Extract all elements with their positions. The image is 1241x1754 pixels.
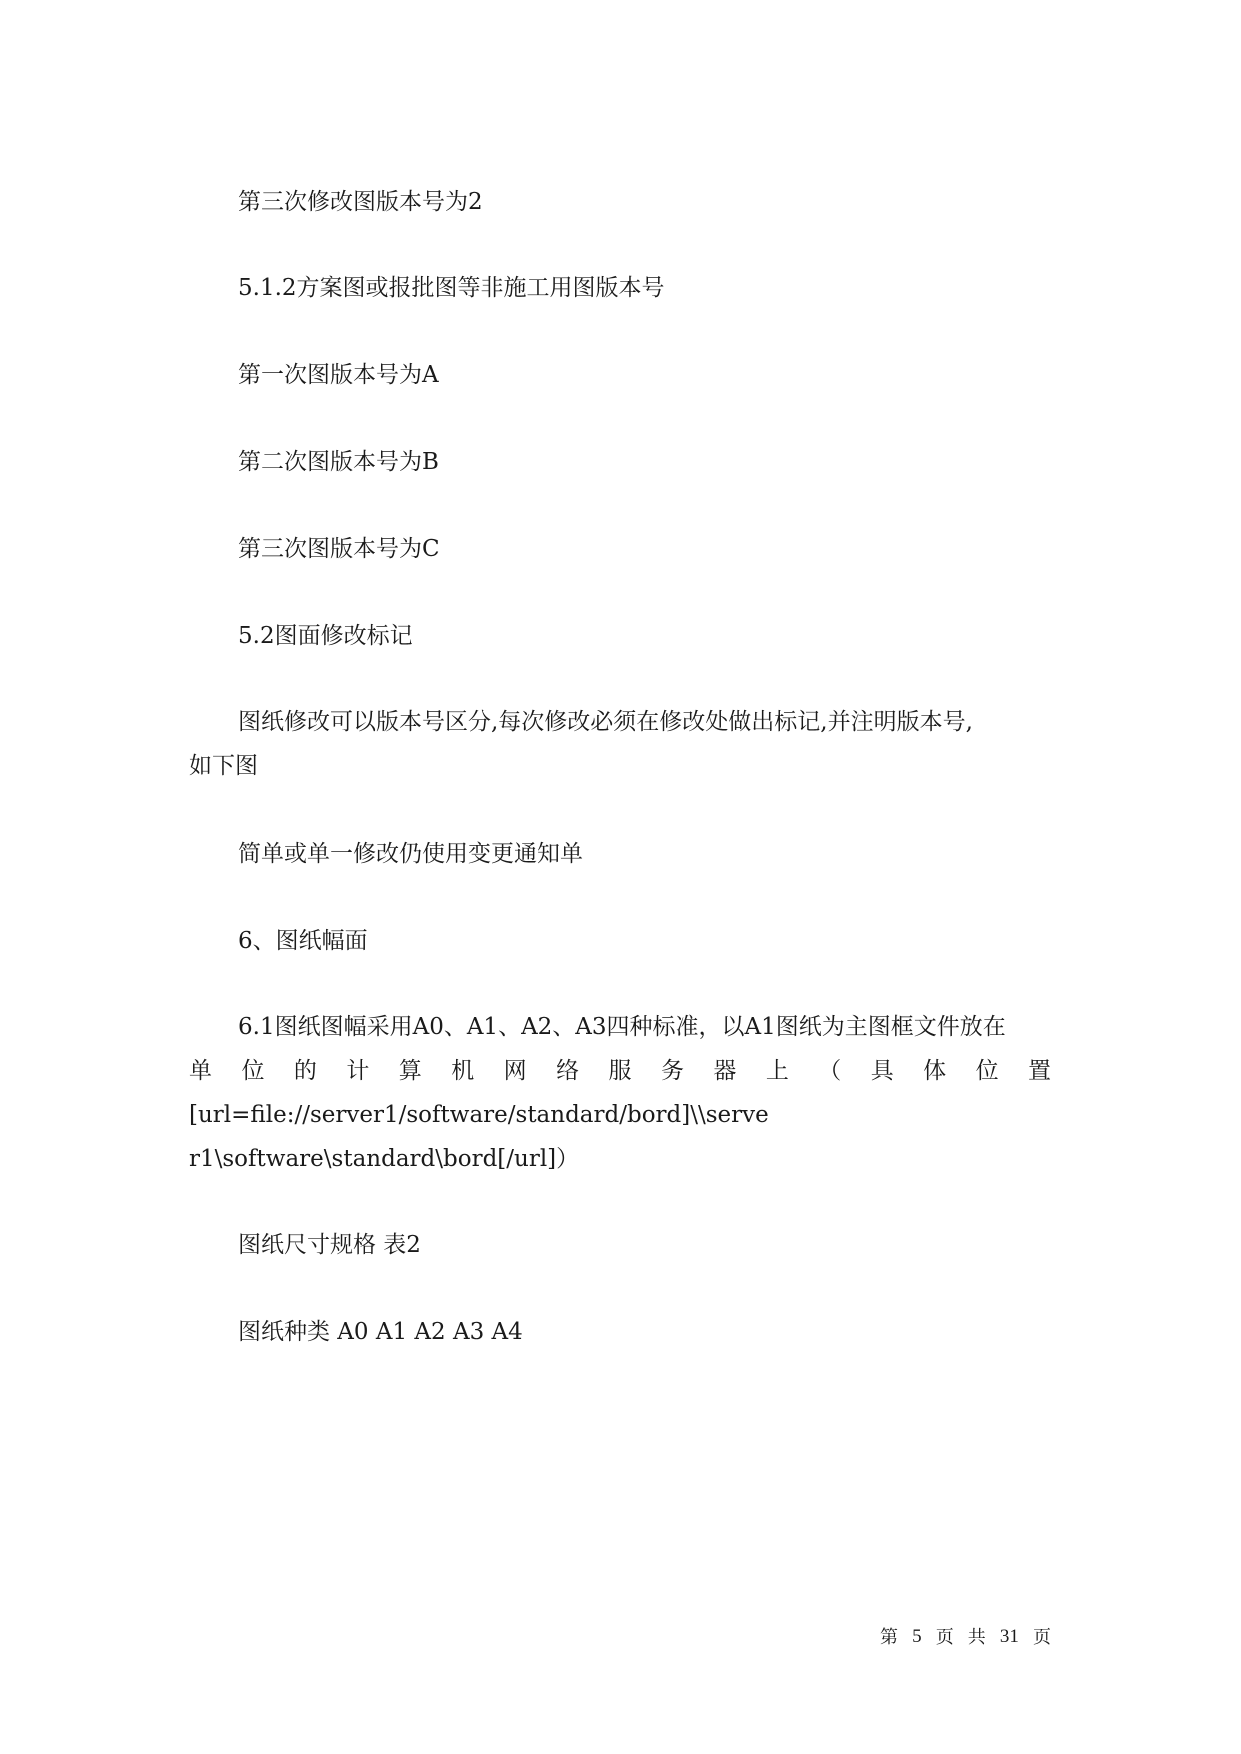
paragraph-sheet-types: 图纸种类 A0 A1 A2 A3 A4	[238, 1319, 523, 1345]
footer-total-pages: 31	[999, 1626, 1019, 1647]
page-footer	[880, 1624, 1051, 1650]
paragraph-modify-mark-line2: 如下图	[189, 753, 258, 779]
paragraph-change-notice: 简单或单一修改仍使用变更通知单	[238, 841, 583, 867]
paragraph-revision-3: 第三次修改图版本号为2	[238, 189, 483, 215]
table-caption: 图纸尺寸规格 表2	[238, 1232, 421, 1258]
paragraph-modify-mark-line1: 图纸修改可以版本号区分,每次修改必须在修改处做出标记,并注明版本号,	[238, 709, 973, 735]
footer-mid1: 页	[935, 1627, 954, 1647]
paragraph-version-a: 第一次图版本号为A	[238, 362, 439, 388]
paragraph-6-1-line2: 单 位 的 计 算 机 网 络 服 务 器 上 （ 具 体 位 置	[189, 1058, 1051, 1084]
footer-prefix: 第	[880, 1627, 898, 1647]
footer-suffix: 页	[1032, 1627, 1051, 1647]
heading-5-1-2: 5.1.2方案图或报批图等非施工用图版本号	[238, 275, 665, 301]
paragraph-6-1-line3: [url=file://server1/software/standard/bord]\\serve	[189, 1102, 769, 1128]
footer-mid2: 共	[967, 1627, 986, 1647]
paragraph-version-c: 第三次图版本号为C	[238, 536, 440, 562]
paragraph-version-b: 第二次图版本号为B	[238, 449, 439, 475]
paragraph-6-1-line1: 6.1图纸图幅采用A0、A1、A2、A3四种标准，以A1图纸为主图框文件放在	[238, 1014, 1006, 1040]
paragraph-6-1-line4: r1\software\standard\bord[/url]）	[189, 1146, 580, 1172]
heading-5-2: 5.2图面修改标记	[238, 623, 413, 649]
footer-page-number: 5	[912, 1626, 922, 1647]
heading-6: 6、图纸幅面	[238, 928, 368, 954]
